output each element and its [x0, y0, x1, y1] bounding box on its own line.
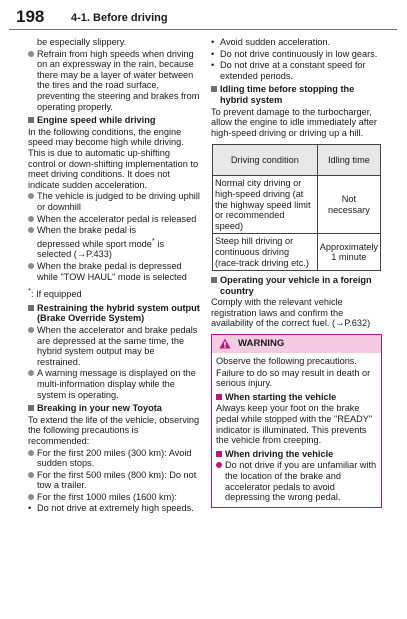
- paragraph-engine-speed: In the following conditions, the engine speed may become high while driving. This is due to automatic up-shifting control or down-shifting implementation to meet driving conditions. It does not indicate sudden acceleration.: [28, 126, 199, 190]
- heading-foreign-country: Operating your vehicle in a foreign country: [211, 275, 383, 296]
- bullet-icon: [28, 263, 34, 269]
- square-bullet-icon: [28, 305, 34, 311]
- bullet-icon: [28, 472, 34, 478]
- paragraph-idling: To prevent damage to the turbocharger, allow the engine to idle immediately after high-speed driving or driving up a hill.: [211, 106, 377, 138]
- bullet-icon: [28, 51, 34, 57]
- warning-body: [212, 356, 381, 503]
- left-column: [28, 37, 200, 515]
- square-bullet-icon: [211, 277, 217, 283]
- bullet-icon: [28, 216, 34, 222]
- bullet-tow-haul: When the brake pedal is depressed while "TOW HAUL" mode is selected: [28, 261, 200, 282]
- table-header-cell: Driving condition: [213, 145, 318, 176]
- square-bullet-icon: [216, 394, 222, 400]
- warning-box: [211, 334, 382, 508]
- bullet-override: When the accelerator and brake pedals are depressed at the same time, the hybrid system output may be restrained.: [28, 325, 200, 367]
- dash-constant-speed: • Do not drive at a constant speed for extended periods.: [211, 60, 366, 81]
- heading-brake-override: Restraining the hybrid system output (Brake Override System): [28, 303, 200, 324]
- heading-breaking-in: Breaking in your new Toyota: [28, 403, 200, 414]
- table-header-cell: Idling time: [317, 145, 380, 176]
- table-header-row: [213, 145, 381, 176]
- table-cell: Not necessary: [317, 176, 380, 234]
- dash-low-gears: • Do not drive continuously in low gears.: [211, 48, 378, 59]
- heading-idling-time: Idling time before stopping the hybrid system: [211, 84, 383, 105]
- paragraph-when-starting: Always keep your foot on the brake pedal while stopped with the "READY" indicator is illuminated. This prevents the vehicle from creeping.: [216, 403, 373, 446]
- header-divider: [9, 29, 397, 30]
- bullet-icon: [28, 450, 34, 456]
- section-title: 4-1. Before driving: [71, 12, 168, 24]
- idling-table: [212, 144, 381, 271]
- bullet-icon: [28, 193, 34, 199]
- paragraph-foreign-country: Comply with the relevant vehicle registration laws and confirm the availability of the correct fuel. (→P.632): [211, 297, 371, 329]
- square-bullet-icon: [28, 117, 34, 123]
- bullet-500-miles: For the first 500 miles (800 km): Do not tow a trailer.: [28, 470, 200, 491]
- bullet-icon: [28, 227, 34, 233]
- warning-title: WARNING: [238, 338, 285, 350]
- dash-sudden-acceleration: • Avoid sudden acceleration.: [211, 37, 331, 47]
- square-bullet-icon: [211, 86, 217, 92]
- dash-extreme-speeds: • Do not drive at extremely high speeds.: [28, 503, 194, 514]
- page-number: 198: [16, 7, 45, 26]
- table-cell: Steep hill driving or continuous driving (race-track driving etc.): [213, 234, 318, 271]
- page-ref-link[interactable]: selected (→P.433): [37, 249, 112, 260]
- bullet-200-miles: For the first 200 miles (300 km): Avoid sudden stops.: [28, 448, 200, 469]
- bullet-rain: Refrain from high speeds when driving on an expressway in the rain, because there may be a layer of water between the tires and the road surface, preventing the steering and brakes from operating properly.: [28, 49, 200, 113]
- table-row: [213, 234, 381, 271]
- warning-text: Failure to do so may result in death or serious injury.: [216, 367, 371, 389]
- table-cell: Approximately 1 minute: [317, 234, 380, 271]
- bullet-icon: [28, 494, 34, 500]
- square-bullet-icon: [28, 405, 34, 411]
- warning-header: [212, 335, 381, 353]
- page-header: [0, 0, 407, 29]
- square-bullet-icon: [216, 451, 222, 457]
- bullet-sport-mode: When the brake pedal is depressed while sport mode* is selected (→P.433): [28, 225, 200, 260]
- table-cell: Normal city driving or high-speed driving (at the highway speed limit or recommended speed): [213, 176, 318, 234]
- heading-engine-speed: Engine speed while driving: [28, 115, 200, 126]
- table-row: [213, 176, 381, 234]
- warning-triangle-icon: [219, 338, 231, 349]
- warning-text: Observe the following precautions.: [216, 356, 357, 367]
- heading-when-starting: When starting the vehicle: [216, 392, 377, 403]
- bullet-warning-message: A warning message is displayed on the multi-information display while the system is operating.: [28, 368, 200, 400]
- continued-text: be especially slippery.: [37, 37, 127, 47]
- bullet-icon: [216, 462, 222, 468]
- bullet-uphill: The vehicle is judged to be driving uphill or downhill: [28, 191, 200, 212]
- heading-when-driving: When driving the vehicle: [216, 449, 377, 460]
- footnote: *: If equipped: [28, 286, 82, 300]
- bullet-unfamiliar-pedals: Do not drive if you are unfamiliar with the location of the brake and accelerator pedals to avoid depressing the wrong pedal.: [216, 460, 377, 502]
- paragraph-breaking-in: To extend the life of the vehicle, observing the following precautions is recommended:: [28, 414, 200, 446]
- bullet-accelerator-released: When the accelerator pedal is released: [28, 214, 200, 225]
- bullet-icon: [28, 370, 34, 376]
- bullet-icon: [28, 327, 34, 333]
- bullet-1000-miles: For the first 1000 miles (1600 km):: [28, 492, 200, 503]
- right-column: [211, 37, 383, 508]
